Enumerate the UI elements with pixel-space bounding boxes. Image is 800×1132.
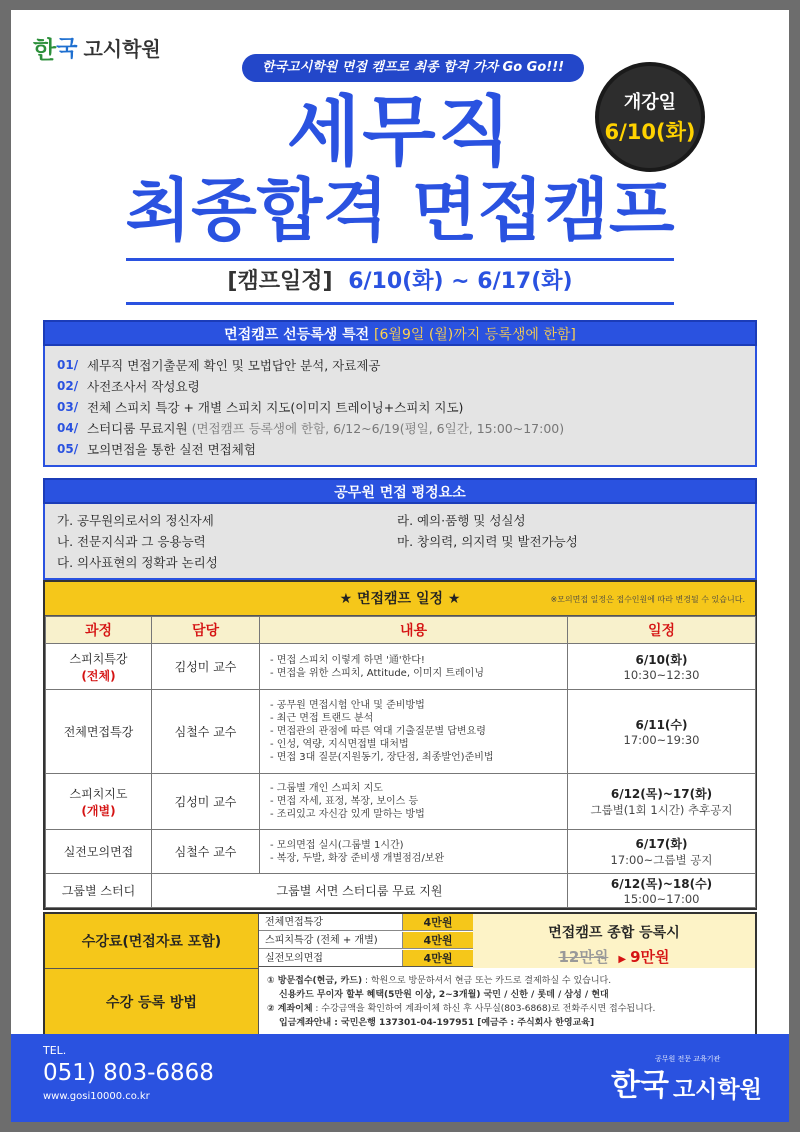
slogan-banner: 한국고시학원 면접 캠프로 최종 합격 가자 Go Go!!! [242,54,584,82]
schedule-title: ★ 면접캠프 일정 ★ [339,591,461,607]
content-line: - 모의면접 실시(그룹별 1시간) [270,839,404,851]
benefit-text: 모의면접을 통한 실전 면접체험 [87,441,256,457]
table-row [46,830,756,874]
content-line: - 공무원 면접시험 안내 및 준비방법 [270,700,425,711]
benefit-num: 02/ [57,378,79,393]
table-row [46,690,756,774]
logo-name: 고시학원 [83,37,161,61]
badge-date: 6/10(화) [604,120,696,144]
time-value: 17:00~그룹별 공지 [610,853,713,867]
course-sub: (개별) [81,803,116,818]
table-row [46,774,756,830]
date-value: 6/10(화) [635,653,688,667]
criteria-item: 나. 전문지식과 그 응용능력 [57,534,206,549]
date-cell [568,874,756,908]
course-name: 실전모의면접 [63,845,134,859]
content-cell [260,830,568,874]
schedule-grid [45,616,756,908]
table-header-row [46,617,756,644]
benefit-item [57,438,743,459]
benefit-item [57,396,743,417]
table-row [46,644,756,690]
criteria-item: 마. 창의력, 의지력 및 발전가능성 [397,534,578,549]
arrow-right-icon: ▶ [618,954,627,965]
date-cell [568,644,756,690]
fee-item [259,950,473,967]
content-cell [260,644,568,690]
course-cell [46,774,152,830]
benefit-item [57,354,743,375]
criteria-body [43,504,757,580]
table-row [46,874,756,908]
total-heading: 면접캠프 종합 등록시 [548,925,680,941]
date-value: 6/12(목)~18(수) [610,877,713,891]
period-label: [캠프일정] [227,269,333,294]
benefit-num: 04/ [57,420,79,435]
phone-number[interactable]: 051) 803-6868 [43,1060,214,1086]
date-cell [568,774,756,830]
time-value: 17:00~19:30 [623,733,700,747]
howto-method-2: ② 계좌이체 [267,1004,313,1014]
content-line: - 면접 3대 질문(지원동기, 장단점, 최종발언)준비법 [270,752,494,763]
course-name: 전체면접특강 [63,725,134,739]
benefit-num: 05/ [57,441,79,456]
benefit-text: 전체 스피치 특강 + 개별 스피치 지도(이미지 트레이닝+스피치 지도) [87,399,464,415]
howto-body [259,969,755,1034]
logo-guk: 국 [56,37,78,62]
fee-item-name: 전체면접특강 [259,914,403,930]
course-sub: (전체) [81,668,116,683]
total-price-box [473,914,755,968]
benefits-heading [43,320,757,346]
fee-item-price: 4만원 [403,950,473,966]
schedule-table [43,580,757,910]
teacher-cell: 김성미 교수 [152,644,260,690]
footer [11,1034,789,1122]
badge-label: 개강일 [623,92,677,113]
col-content: 내용 [260,617,568,644]
teacher-cell: 심철수 교수 [152,830,260,874]
course-cell [46,830,152,874]
content-line: - 면접을 위한 스피치, Attitude, 이미지 트레이닝 [270,667,484,679]
benefit-text: 사전조사서 작성요령 [87,378,200,394]
howto-method-1: ① 방문접수(현금, 카드) [267,976,363,986]
criteria-item: 가. 공무원의로서의 정신자세 [57,513,214,528]
new-price: 9만원 [630,948,670,966]
howto-account-info: 입금계좌안내 : 국민은행 137301-04-197951 [예금주 : 주식회사 한영교육] [279,1018,595,1028]
course-cell [46,644,152,690]
fee-item-name: 실전모의면접 [259,950,403,966]
logo-han: 한 [33,36,55,64]
date-cell [568,830,756,874]
content-line: - 그룹별 개인 스피치 지도 [270,783,383,794]
period-value: 6/10(화) ~ 6/17(화) [348,269,573,294]
benefits-title: 면접캠프 선등록생 특전 [224,327,370,343]
content-line: - 최근 면접 트랜드 분석 [270,713,374,724]
criteria-item [397,553,737,571]
title-line-2: 최종합격 면접캠프 [125,172,675,251]
date-value: 6/12(목)~17(화) [610,787,713,801]
fee-item [259,932,473,949]
content-line: - 인성, 역량, 지식면접별 대처법 [270,739,409,750]
footer-logo[interactable] [611,1060,762,1104]
benefit-num: 03/ [57,399,79,414]
study-support-cell: 그룹별 서면 스터디룸 무료 지원 [152,874,568,908]
website-link[interactable]: www.gosi10000.co.kr [43,1091,150,1102]
criteria-heading: 공무원 면접 평정요소 [43,478,757,504]
col-schedule: 일정 [568,617,756,644]
date-value: 6/11(수) [635,718,688,732]
benefit-text: 세무직 면접기출문제 확인 및 모법답안 분석, 자료제공 [87,357,381,373]
title-line-1: 세무직 [286,87,514,176]
teacher-cell: 김성미 교수 [152,774,260,830]
schedule-heading [45,582,755,616]
howto-line [267,1002,747,1016]
howto-card-info: 신용카드 무이자 할부 혜택(5만원 이상, 2~3개월) 국민 / 신한 / 롯데 / 삼성 / 현대 [279,990,609,1000]
content-line: - 면접관의 관점에 따른 역대 기출질문별 답변요령 [270,726,486,737]
time-value: 10:30~12:30 [623,668,700,682]
content-line: - 면접 스피치 이렇게 하면 '通'한다! [270,654,425,666]
footer-logo-han: 한국 [611,1068,669,1103]
course-name: 스피치지도 [69,786,128,801]
content-line: - 면접 자세, 표정, 복장, 보이스 등 [270,796,419,807]
camp-period [11,264,789,295]
time-value: 15:00~17:00 [623,892,700,906]
course-name: 스피치특강 [69,651,128,666]
benefits-body [43,346,757,467]
howto-desc-1: : 학원으로 방문하셔서 현금 또는 카드로 결제하실 수 있습니다. [362,976,612,986]
benefit-text: 스터디룸 무료지원 [87,420,188,436]
col-teacher: 담당 [152,617,260,644]
course-cell [46,690,152,774]
howto-desc-2: : 수강금액을 확인하여 계좌이체 하신 후 사무실(803-6868)로 전화주시면 접수됩니다. [312,1004,656,1014]
howto-label: 수강 등록 방법 [45,969,259,1034]
criteria-section [43,478,757,580]
benefit-note: (면접캠프 등록생에 한함, 6/12~6/19(평일, 6일간, 15:00~17:00) [191,420,565,436]
benefit-item [57,375,743,396]
howto-line [267,974,747,988]
fee-item-price: 4만원 [403,932,473,948]
footer-logo-name: 고시학원 [672,1077,762,1103]
divider-top [126,258,674,261]
content-cell [260,690,568,774]
content-line: - 복장, 두발, 화장 준비생 개별점검/보완 [270,852,445,864]
old-price: 12만원 [558,948,609,966]
date-cell [568,690,756,774]
time-value: 그룹별(1회 1시간) 추후공지 [590,803,733,817]
content-line: - 조리있고 자신감 있게 말하는 방법 [270,809,425,820]
benefit-item [57,417,743,438]
date-value: 6/17(화) [635,837,688,851]
criteria-item: 라. 예의·품행 및 성실성 [397,513,526,528]
criteria-item: 다. 의사표현의 정확과 논리성 [57,555,218,570]
fee-item [259,914,473,931]
divider-bottom [126,302,674,305]
col-course: 과정 [46,617,152,644]
poster [11,10,789,1122]
fee-item-price: 4만원 [403,914,473,930]
benefit-num: 01/ [57,357,79,372]
teacher-cell: 심철수 교수 [152,690,260,774]
course-cell: 그룹별 스터디 [46,874,152,908]
content-cell [260,774,568,830]
fee-section [43,912,757,1036]
total-price [473,946,755,967]
fee-item-name: 스피치특강 (전체 + 개별) [259,932,403,948]
benefits-note: [6월9일 (월)까지 등록생에 한함] [374,327,576,343]
fee-label: 수강료(면접자료 포함) [45,914,259,969]
benefits-section [43,320,757,467]
footer-tagline: 공무원 전문 교육기관 [655,1055,721,1063]
brand-logo[interactable] [33,30,161,65]
tel-label: TEL. [43,1044,67,1057]
schedule-note: ※모의면접 일정은 접수인원에 따라 변경될 수 있습니다. [550,595,745,604]
